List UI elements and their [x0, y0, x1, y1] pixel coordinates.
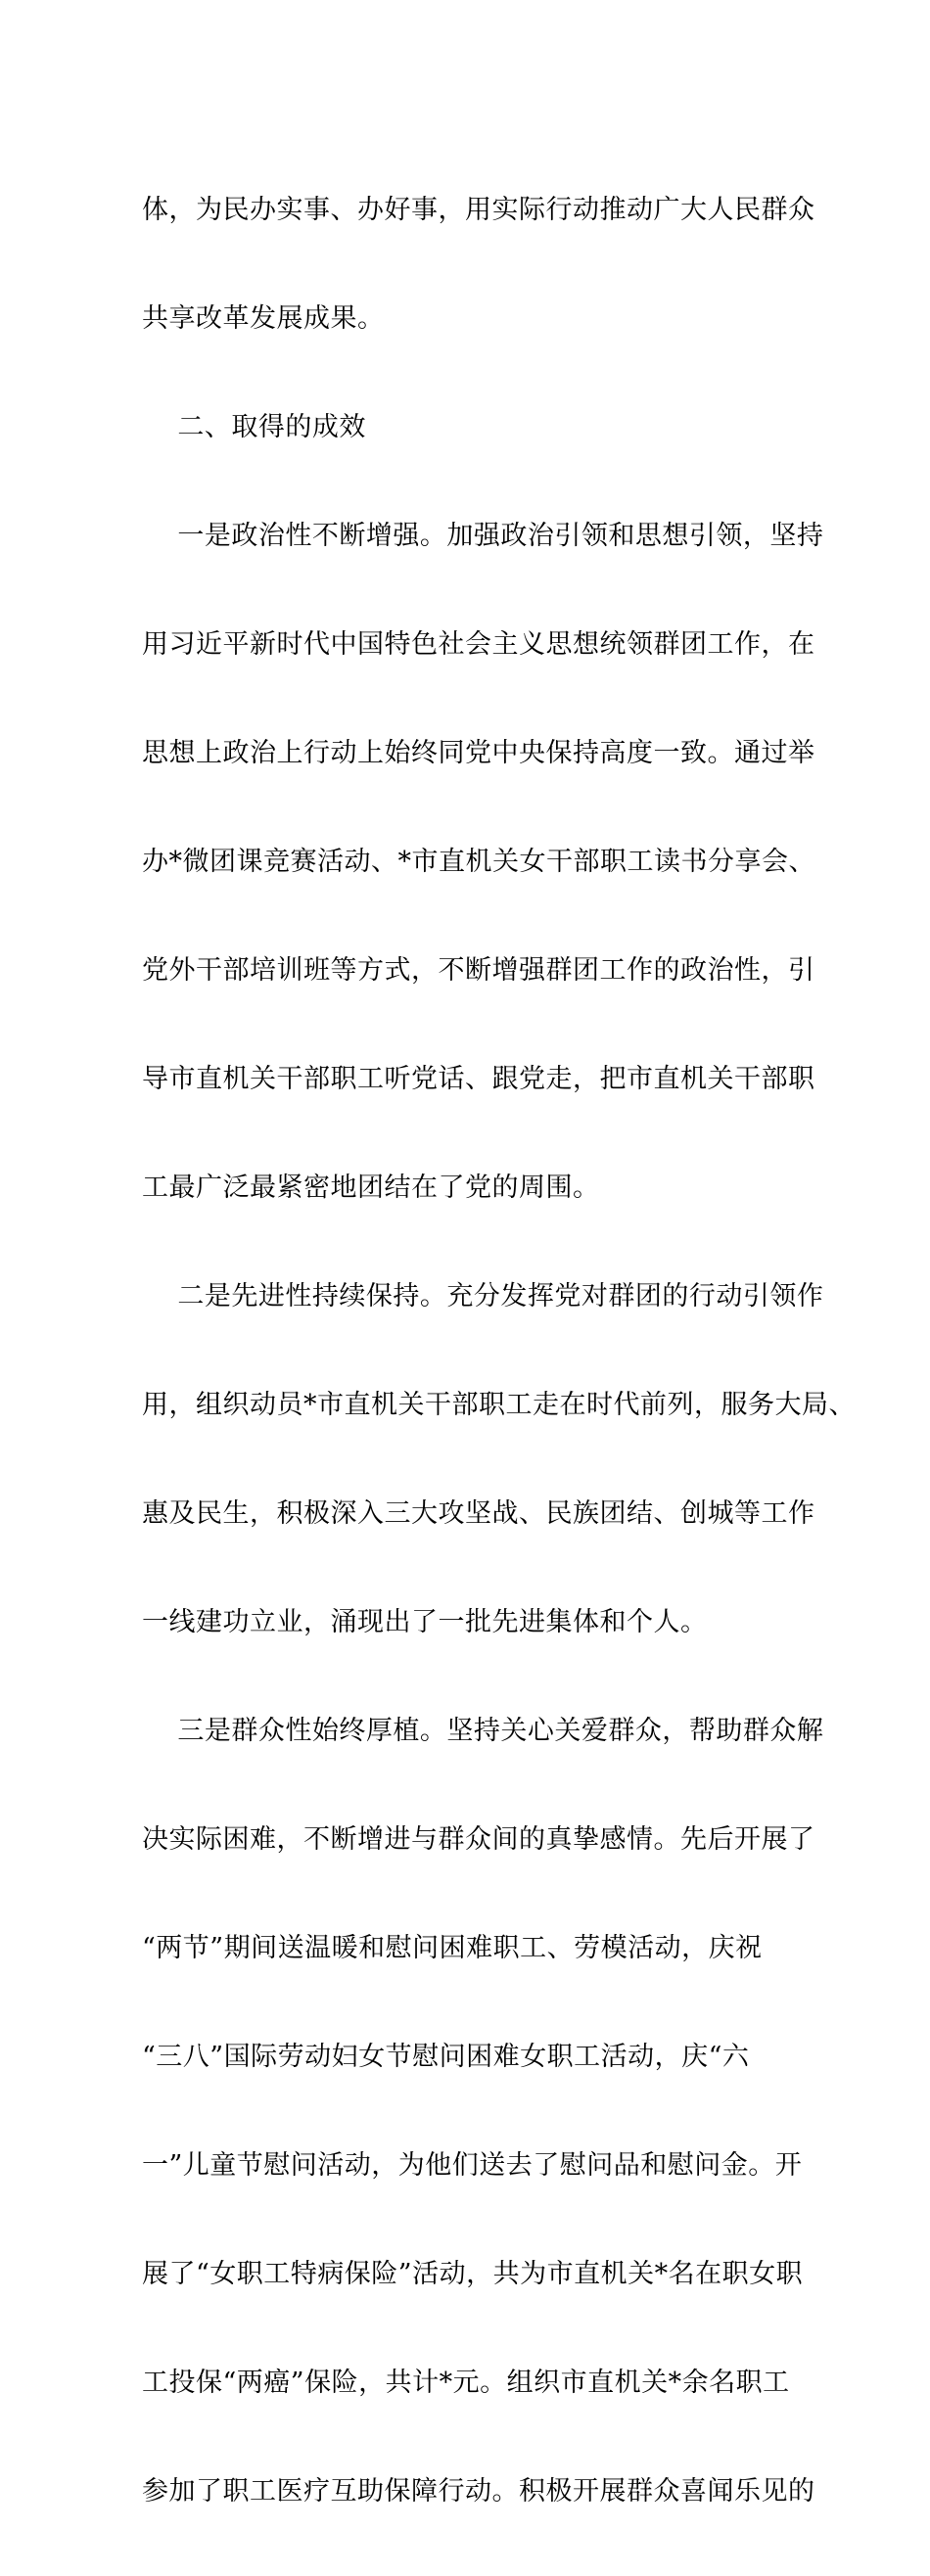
text-line: 党外干部培训班等方式，不断增强群团工作的政治性，引	[142, 955, 815, 986]
text-line: 用习近平新时代中国特色社会主义思想统领群团工作，在	[142, 629, 815, 660]
text-line: 一线建功立业，涌现出了一批先进集体和个人。	[142, 1607, 708, 1637]
text-line: 工最广泛最紧密地团结在了党的周围。	[142, 1173, 600, 1203]
text-line: 体，为民办实事、办好事，用实际行动推动广大人民群众	[142, 195, 815, 225]
text-line: 共享改革发展成果。	[142, 303, 385, 334]
text-line: 用，组织动员*市直机关干部职工走在时代前列，服务大局、	[142, 1390, 856, 1420]
text-line: 思想上政治上行动上始终同党中央保持高度一致。通过举	[142, 738, 815, 768]
text-line: 决实际困难，不断增进与群众间的真挚感情。先后开展了	[142, 1824, 815, 1855]
text-line: “两节”期间送温暖和慰问困难职工、劳模活动，庆祝	[142, 1933, 763, 1963]
text-line: 一是政治性不断增强。加强政治引领和思想引领，坚持	[142, 521, 824, 551]
section-heading: 二、取得的成效	[142, 412, 366, 442]
text-line: 一”儿童节慰问活动，为他们送去了慰问品和慰问金。开	[142, 2150, 803, 2181]
text-line: 三是群众性始终厚植。坚持关心关爱群众，帮助群众解	[142, 1716, 824, 1746]
text-line: 二是先进性持续保持。充分发挥党对群团的行动引领作	[142, 1281, 824, 1311]
text-line: 参加了职工医疗互助保障行动。积极开展群众喜闻乐见的	[142, 2476, 815, 2507]
body-text	[142, 125, 856, 2576]
text-line: 工投保“两癌”保险，共计*元。组织市直机关*余名职工	[142, 2368, 790, 2398]
text-line: “三八”国际劳动妇女节慰问困难女职工活动，庆“六	[142, 2042, 750, 2072]
text-line: 导市直机关干部职工听党话、跟党走，把市直机关干部职	[142, 1064, 815, 1094]
text-line: 惠及民生，积极深入三大攻坚战、民族团结、创城等工作	[142, 1498, 815, 1529]
text-line: 办*微团课竞赛活动、*市直机关女干部职工读书分享会、	[142, 847, 815, 877]
text-line: 展了“女职工特病保险”活动，共为市直机关*名在职女职	[142, 2259, 804, 2289]
